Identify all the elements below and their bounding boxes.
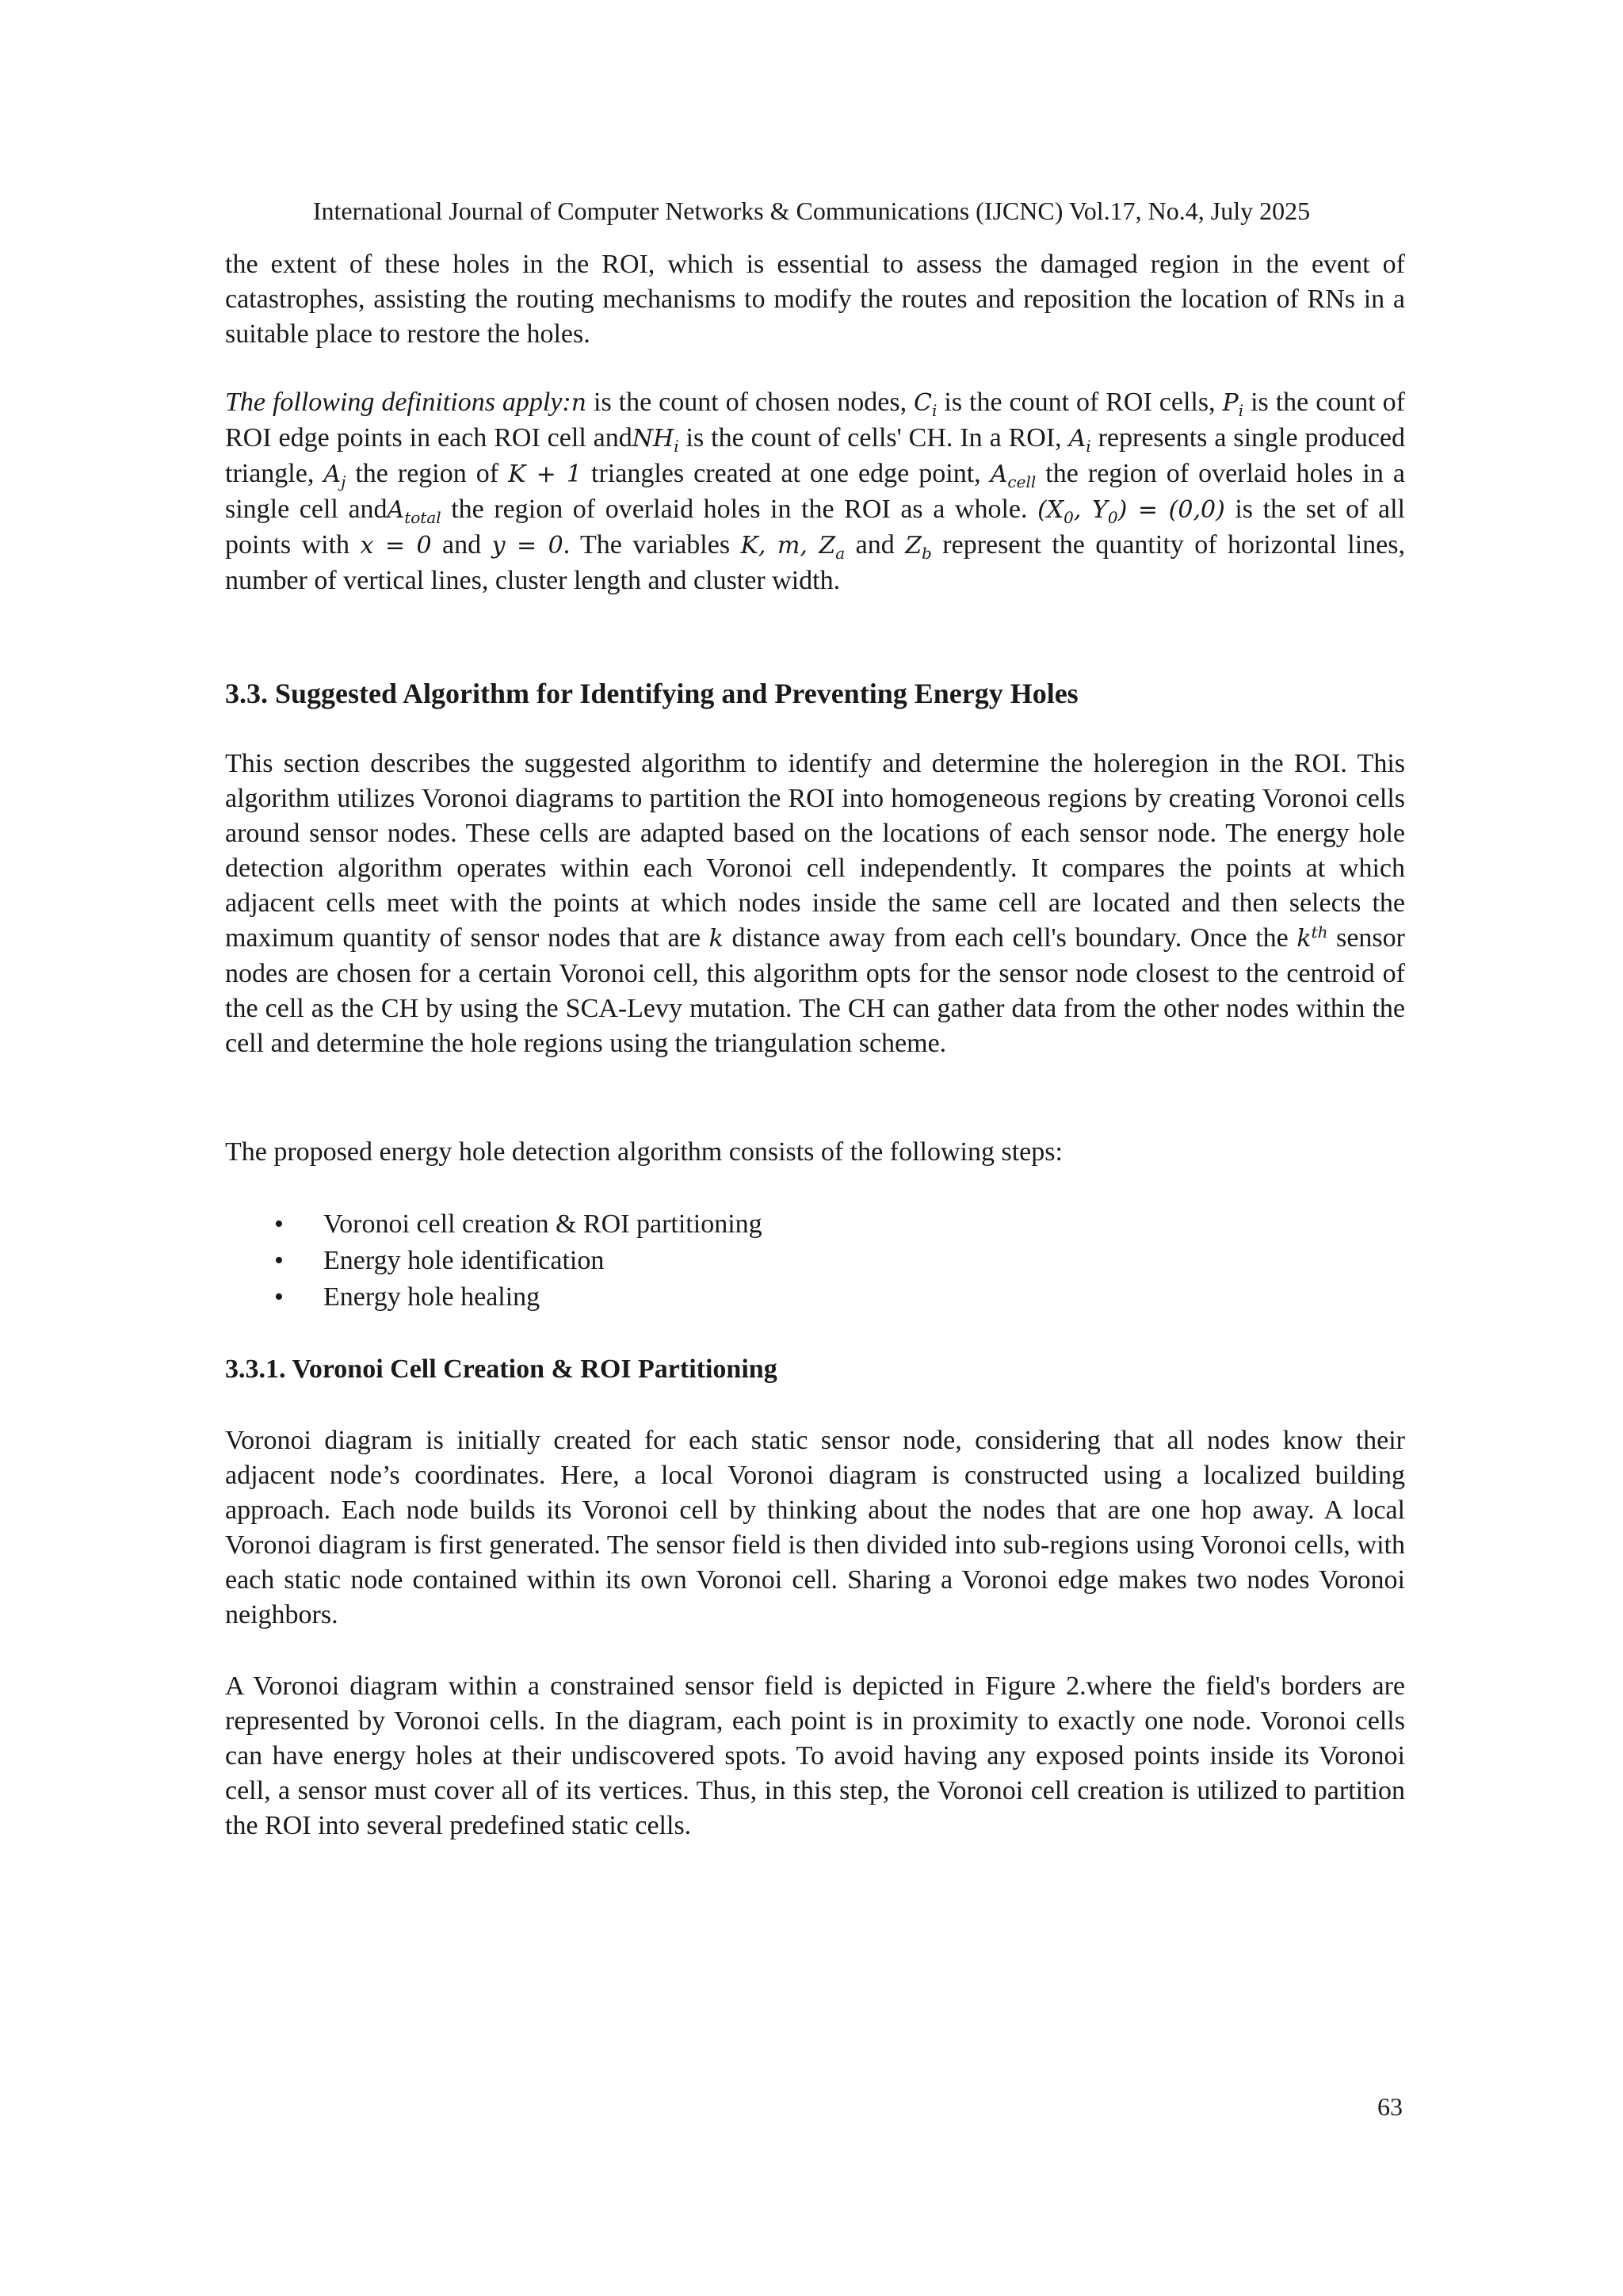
section-paragraph-1 <box>225 747 1405 1061</box>
steps-list <box>225 1206 762 1316</box>
definitions-lead: The following definitions apply: <box>225 388 571 417</box>
list-item: • Voronoi cell creation & ROI partitioning <box>274 1209 762 1239</box>
voronoi-paragraph-2: A Voronoi diagram within a constrained sensor field is depicted in Figure 2.where the field's borders are represented by Voronoi cells. In the diagram, each point is in proximity to exactly one node. Voronoi cells can have energy holes at their undiscovered spots. To avoid having any exposed points inside its Voronoi cell, a sensor must cover all of its vertices. Thus, in this step, the Voronoi cell creation is utilized to partition the ROI into several predefined static cells. <box>225 1671 1405 1840</box>
definitions-paragraph <box>225 385 1405 598</box>
section-heading: 3.3. Suggested Algorithm for Identifying and Preventing Energy Holes <box>225 678 1079 709</box>
intro-paragraph <box>225 247 1405 352</box>
intro-text: the extent of these holes in the ROI, which is essential to assess the damaged region in the event of catastrophes, assisting the routing mechanisms to modify the routes and reposition the location of RNs in a suitable place to restore the holes. <box>225 250 1405 349</box>
section-paragraph-text: This section describes the suggested algorithm to identify and determine the holeregion in the ROI. This algorithm utilizes Voronoi diagrams to partition the ROI into homogeneous regions by creating Voronoi cells around sensor nodes. These cells are adapted based on the locations of each sensor node. The energy hole detection algorithm operates within each Voronoi cell independently. It compares the points at which adjacent cells meet with the points at which nodes inside the same cell are located and then selects the maximum quantity of sensor nodes that are k distance away from each cell's boundary. Once the $k^{th}$ sensor nodes are chosen for a certain Voronoi cell, this algorithm opts for the sensor node closest to the centroid of the cell as the CH by using the SCA-Levy mutation. The CH can gather data from the other nodes within the cell and determine the hole regions using the triangulation scheme. <box>225 749 1405 1058</box>
definitions-text: The following definitions apply:n is the count of chosen nodes, $C_i$ is the count of ROI cells, $P_i$ is the count of ROI edge points in each ROI cell andNH$_i$ is the count of cells' CH. In a ROI, $A_i$ represents a single produced triangle, $A_j$ the region of K + 1 triangles created at one edge point, $A_{cell}$ the region of overlaid holes in a single cell andA$_{total}$ the region of overlaid holes in the ROI as a whole. ($X_0$, $Y_0) = (0,0)$ is the set of all points with x = 0 and y = 0. The variables K, m, $Z_a$ and $Z_b$ represent the quantity of horizontal lines, number of vertical lines, cluster length and cluster width. <box>225 388 1406 595</box>
list-item: • Energy hole healing <box>274 1282 540 1312</box>
page-number: 63 <box>1377 2092 1403 2121</box>
steps-intro: The proposed energy hole detection algorithm consists of the following steps: <box>225 1137 1063 1167</box>
list-item: • Energy hole identification <box>274 1246 605 1275</box>
running-header: International Journal of Computer Networks & Communications (IJCNC) Vol.17, No.4, July 2025 <box>312 197 1311 225</box>
voronoi-paragraph-1: Voronoi diagram is initially created for each static sensor node, considering that all nodes know their adjacent node’s coordinates. Here, a local Voronoi diagram is constructed using a localized building approach. Each node builds its Voronoi cell by thinking about the nodes that are one hop away. A local Voronoi diagram is first generated. The sensor field is then divided into sub-regions using Voronoi cells, with each static node contained within its own Voronoi cell. Sharing a Voronoi edge makes two nodes Voronoi neighbors. <box>225 1426 1405 1629</box>
subsection-heading: 3.3.1. Voronoi Cell Creation & ROI Partitioning <box>225 1354 777 1384</box>
